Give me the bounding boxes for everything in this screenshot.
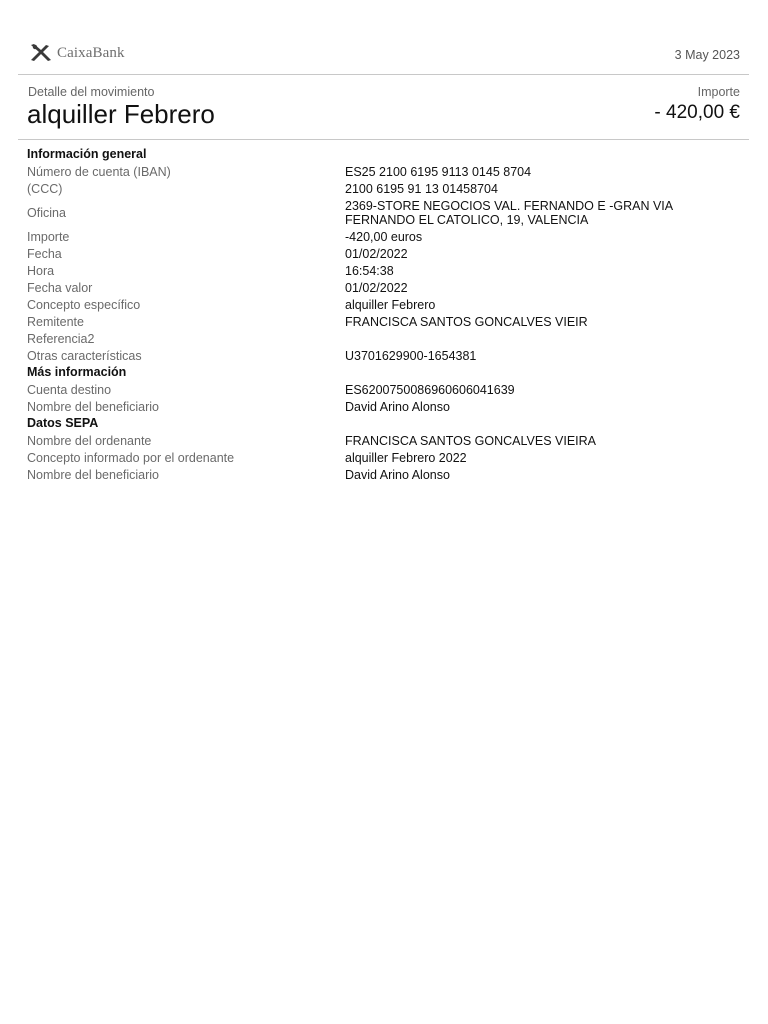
detail-row-concepto <box>27 296 742 313</box>
detail-value: alquiller Febrero <box>345 297 436 312</box>
detail-value: ES25 2100 6195 9113 0145 8704 <box>345 164 532 179</box>
detail-row-beneficiario-sepa <box>27 466 742 483</box>
detail-row-referencia2 <box>27 330 742 347</box>
detail-row-importe <box>27 228 742 245</box>
detail-label: Cuenta destino <box>27 382 112 397</box>
detail-row-remitente <box>27 313 742 330</box>
detail-value: 16:54:38 <box>345 263 394 278</box>
detail-row-hora <box>27 262 742 279</box>
amount-value: - 420,00 € <box>654 102 740 123</box>
detail-label: Número de cuenta (IBAN) <box>27 164 171 179</box>
detail-row-beneficiario <box>27 398 742 415</box>
detail-row-fecha-valor <box>27 279 742 296</box>
detail-label: Otras características <box>27 348 142 363</box>
detail-label: Concepto específico <box>27 297 141 312</box>
detail-value: -420,00 euros <box>345 229 423 244</box>
movement-details <box>27 146 742 483</box>
detail-label: Fecha valor <box>27 280 93 295</box>
detail-label: Oficina <box>27 205 66 220</box>
detail-label: Importe <box>27 229 70 244</box>
detail-value: alquiller Febrero 2022 <box>345 450 467 465</box>
detail-label: Nombre del ordenante <box>27 433 152 448</box>
detail-label: (CCC) <box>27 181 63 196</box>
detail-value: 2100 6195 91 13 01458704 <box>345 181 498 196</box>
detail-value: FRANCISCA SANTOS GONCALVES VIEIRA <box>345 433 596 448</box>
movement-title: alquiller Febrero <box>27 99 215 129</box>
document-date: 3 May 2023 <box>674 48 740 62</box>
section-title-sepa: Datos SEPA <box>27 416 99 430</box>
detail-row-fecha <box>27 245 742 262</box>
detail-value: 01/02/2022 <box>345 246 408 261</box>
page-header <box>18 0 749 75</box>
summary-label: Detalle del movimiento <box>28 85 155 99</box>
detail-row-cuenta-destino <box>27 381 742 398</box>
detail-row-ordenante <box>27 432 742 449</box>
detail-label: Nombre del beneficiario <box>27 399 160 414</box>
detail-value: ES6200750086960606041639 <box>345 382 515 397</box>
detail-value: David Arino Alonso <box>345 399 450 414</box>
detail-row-concepto-ordenante <box>27 449 742 466</box>
section-title-more: Más información <box>27 365 127 379</box>
movement-summary <box>18 75 749 140</box>
detail-row-iban <box>27 163 742 180</box>
detail-row-oficina <box>27 197 742 228</box>
amount-label: Importe <box>697 85 740 99</box>
detail-row-otras <box>27 347 742 364</box>
detail-label: Fecha <box>27 246 62 261</box>
detail-row-ccc <box>27 180 742 197</box>
detail-value: 2369-STORE NEGOCIOS VAL. FERNANDO E -GRAN VIA FERNANDO EL CATOLICO, 19, VALENCIA <box>345 198 673 227</box>
detail-value: U3701629900-1654381 <box>345 348 477 363</box>
detail-label: Referencia2 <box>27 331 95 346</box>
brand-name: CaixaBank <box>57 44 125 61</box>
detail-value: David Arino Alonso <box>345 467 450 482</box>
detail-label: Hora <box>27 263 55 278</box>
brand-logo <box>29 43 125 63</box>
caixabank-star-icon <box>29 43 53 63</box>
section-title-general: Información general <box>27 147 147 161</box>
detail-value: 01/02/2022 <box>345 280 408 295</box>
detail-label: Remitente <box>27 314 84 329</box>
detail-label: Nombre del beneficiario <box>27 467 160 482</box>
detail-value: FRANCISCA SANTOS GONCALVES VIEIR <box>345 314 588 329</box>
detail-label: Concepto informado por el ordenante <box>27 450 235 465</box>
